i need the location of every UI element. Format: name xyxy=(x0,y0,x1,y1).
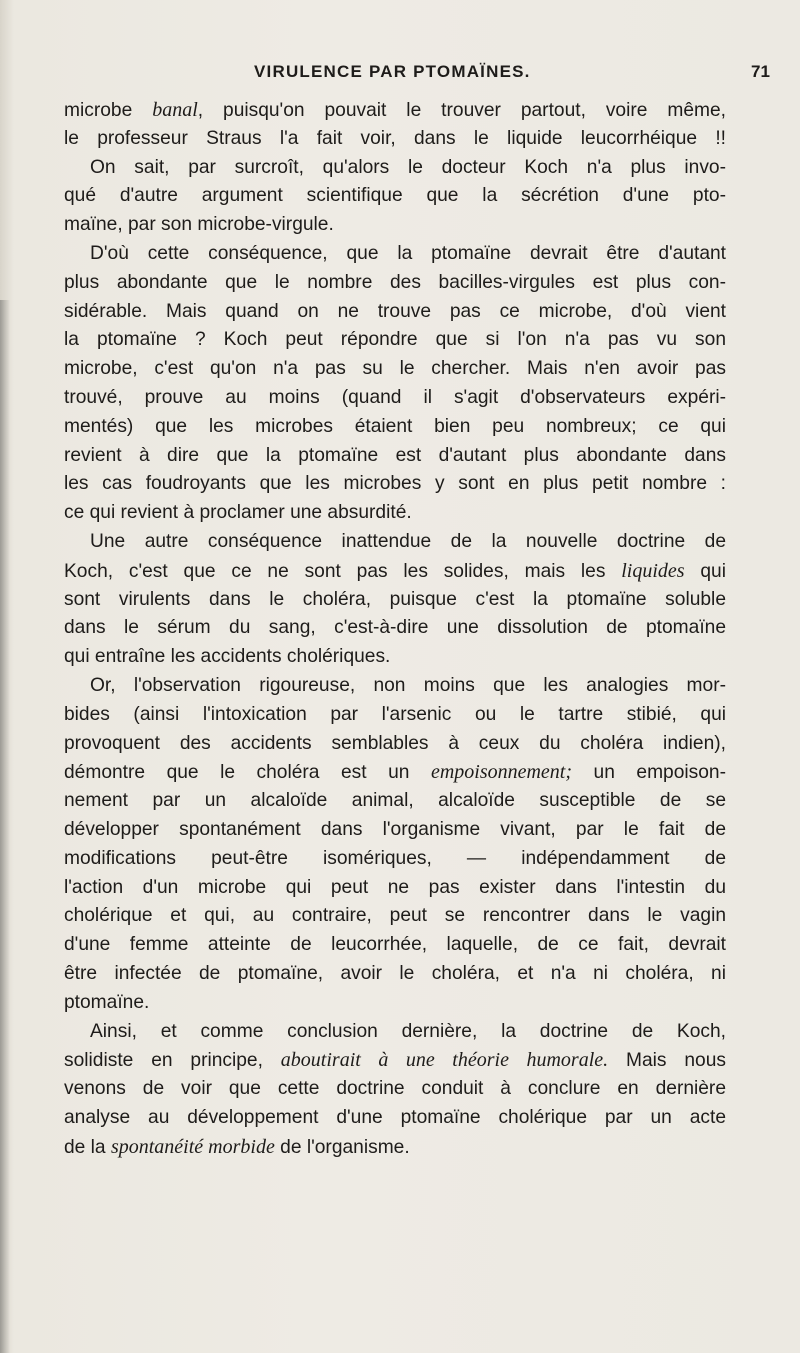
text-segment: microbe xyxy=(64,100,153,121)
text-segment: de l'organisme. xyxy=(274,1136,410,1158)
text-line xyxy=(64,643,726,672)
text-line xyxy=(64,470,726,499)
text-line xyxy=(64,442,726,471)
text-line xyxy=(64,1133,726,1162)
text-line xyxy=(64,499,726,528)
text-segment: l'action d'un microbe qui peut ne pas exister dans l'intestin du xyxy=(64,876,726,898)
text-segment: un empoison- xyxy=(572,762,726,784)
text-segment: Or, l'observation rigoureuse, non moins que les analogies mor- xyxy=(90,674,726,696)
text-segment: mentés) que les microbes étaient bien peu nombreux; ce qui xyxy=(64,415,726,437)
text-segment: plus abondante que le nombre des bacilles-virgules est plus con- xyxy=(64,271,726,293)
italic-segment: banal xyxy=(152,99,198,121)
text-segment: On sait, par surcroît, qu'alors le docteur Koch n'a plus invo- xyxy=(90,156,726,178)
page-gutter-shadow xyxy=(0,300,10,1353)
text-segment: dans le sérum du sang, c'est-à-dire une dissolution de ptomaïne xyxy=(64,617,726,639)
text-line xyxy=(64,758,726,787)
text-line xyxy=(64,672,726,701)
text-line xyxy=(64,154,726,183)
text-segment: sont virulents dans le choléra, puisque c'est la ptomaïne soluble xyxy=(64,588,726,610)
text-segment: D'où cette conséquence, que la ptomaïne devrait être d'autant xyxy=(90,242,726,264)
text-line xyxy=(64,1104,726,1133)
text-segment: venons de voir que cette doctrine conduit à conclure en dernière xyxy=(64,1078,726,1100)
text-line xyxy=(64,931,726,960)
text-segment: cholérique et qui, au contraire, peut se rencontrer dans le vagin xyxy=(64,905,726,927)
text-line xyxy=(64,326,726,355)
text-line xyxy=(64,557,726,586)
text-segment: ce qui revient à proclamer une absurdité. xyxy=(64,502,412,524)
text-line xyxy=(64,182,726,211)
text-segment: maïne, par son microbe-virgule. xyxy=(64,214,334,236)
text-line xyxy=(64,211,726,240)
text-line xyxy=(64,845,726,874)
text-line xyxy=(64,787,726,816)
text-line xyxy=(64,701,726,730)
text-line xyxy=(64,240,726,269)
text-segment: modifications peut-être isomériques, — indépendamment de xyxy=(64,847,726,869)
text-segment: développer spontanément dans l'organisme vivant, par le fait de xyxy=(64,818,726,840)
italic-segment: liquides xyxy=(621,559,685,582)
text-segment: analyse au développement d'une ptomaïne cholérique par un acte xyxy=(64,1106,726,1128)
text-segment: d'une femme atteinte de leucorrhée, laquelle, de ce fait, devrait xyxy=(64,934,726,956)
text-line xyxy=(64,125,726,154)
text-line xyxy=(64,298,726,327)
text-segment: solidiste en principe, xyxy=(64,1050,281,1072)
text-segment: la ptomaïne ? Koch peut répondre que si l'on n'a pas vu son xyxy=(64,329,726,351)
text-line xyxy=(64,384,726,413)
text-segment: le professeur Straus l'a fait voir, dans le liquide leucorrhéique !! xyxy=(64,127,726,149)
page-number: 71 xyxy=(751,62,770,81)
text-line xyxy=(64,816,726,845)
text-segment: sidérable. Mais quand on ne trouve pas ce microbe, d'où vient xyxy=(64,300,726,322)
text-segment: Koch, c'est que ce ne sont pas les solides, mais les xyxy=(64,560,622,582)
text-line xyxy=(64,269,726,298)
text-line xyxy=(64,586,726,615)
text-line xyxy=(64,355,726,384)
text-line xyxy=(64,96,726,125)
text-line xyxy=(64,902,726,931)
text-line xyxy=(64,1075,726,1104)
text-segment: de la xyxy=(64,1136,111,1158)
text-segment: Ainsi, et comme conclusion dernière, la doctrine de Koch, xyxy=(90,1020,726,1042)
text-segment: provoquent des accidents semblables à ceux du choléra indien), xyxy=(64,732,726,754)
text-line xyxy=(64,1018,726,1047)
italic-segment: spontanéité morbide xyxy=(110,1135,275,1158)
text-segment: Mais nous xyxy=(608,1050,726,1072)
text-segment: être infectée de ptomaïne, avoir le choléra, et n'a ni choléra, ni xyxy=(64,962,726,984)
italic-segment: empoisonnement; xyxy=(430,761,573,784)
text-segment: nement par un alcaloïde animal, alcaloïde susceptible de se xyxy=(64,790,726,812)
text-line xyxy=(64,528,726,557)
page-header xyxy=(0,62,800,92)
text-segment: ptomaïne. xyxy=(64,991,150,1013)
text-segment: revient à dire que la ptomaïne est d'autant plus abondante dans xyxy=(64,444,726,466)
text-segment: bides (ainsi l'intoxication par l'arsenic ou le tartre stibié, qui xyxy=(64,703,726,725)
italic-segment: aboutirait à une théorie humorale. xyxy=(280,1049,609,1072)
text-line xyxy=(64,1046,726,1075)
text-segment: démontre que le choléra est un xyxy=(64,762,431,784)
text-line xyxy=(64,874,726,903)
text-segment: qui entraîne les accidents cholériques. xyxy=(64,646,391,668)
text-segment: trouvé, prouve au moins (quand il s'agit d'observateurs expéri- xyxy=(64,386,726,408)
text-segment: , puisqu'on pouvait le trouver partout, voire même, xyxy=(197,100,727,121)
text-line xyxy=(64,413,726,442)
text-line xyxy=(64,730,726,759)
text-line xyxy=(64,614,726,643)
text-segment: les cas foudroyants que les microbes y sont en plus petit nombre : xyxy=(64,473,726,495)
text-segment: qui xyxy=(684,560,726,582)
body-text xyxy=(64,96,726,1161)
text-segment: qué d'autre argument scientifique que la sécrétion d'une pto- xyxy=(64,185,726,207)
text-line xyxy=(64,989,726,1018)
text-line xyxy=(64,960,726,989)
text-segment: microbe, c'est qu'on n'a pas su le chercher. Mais n'en avoir pas xyxy=(64,358,726,380)
text-segment: Une autre conséquence inattendue de la nouvelle doctrine de xyxy=(90,530,726,552)
running-title: VIRULENCE PAR PTOMAÏNES. xyxy=(254,62,531,81)
